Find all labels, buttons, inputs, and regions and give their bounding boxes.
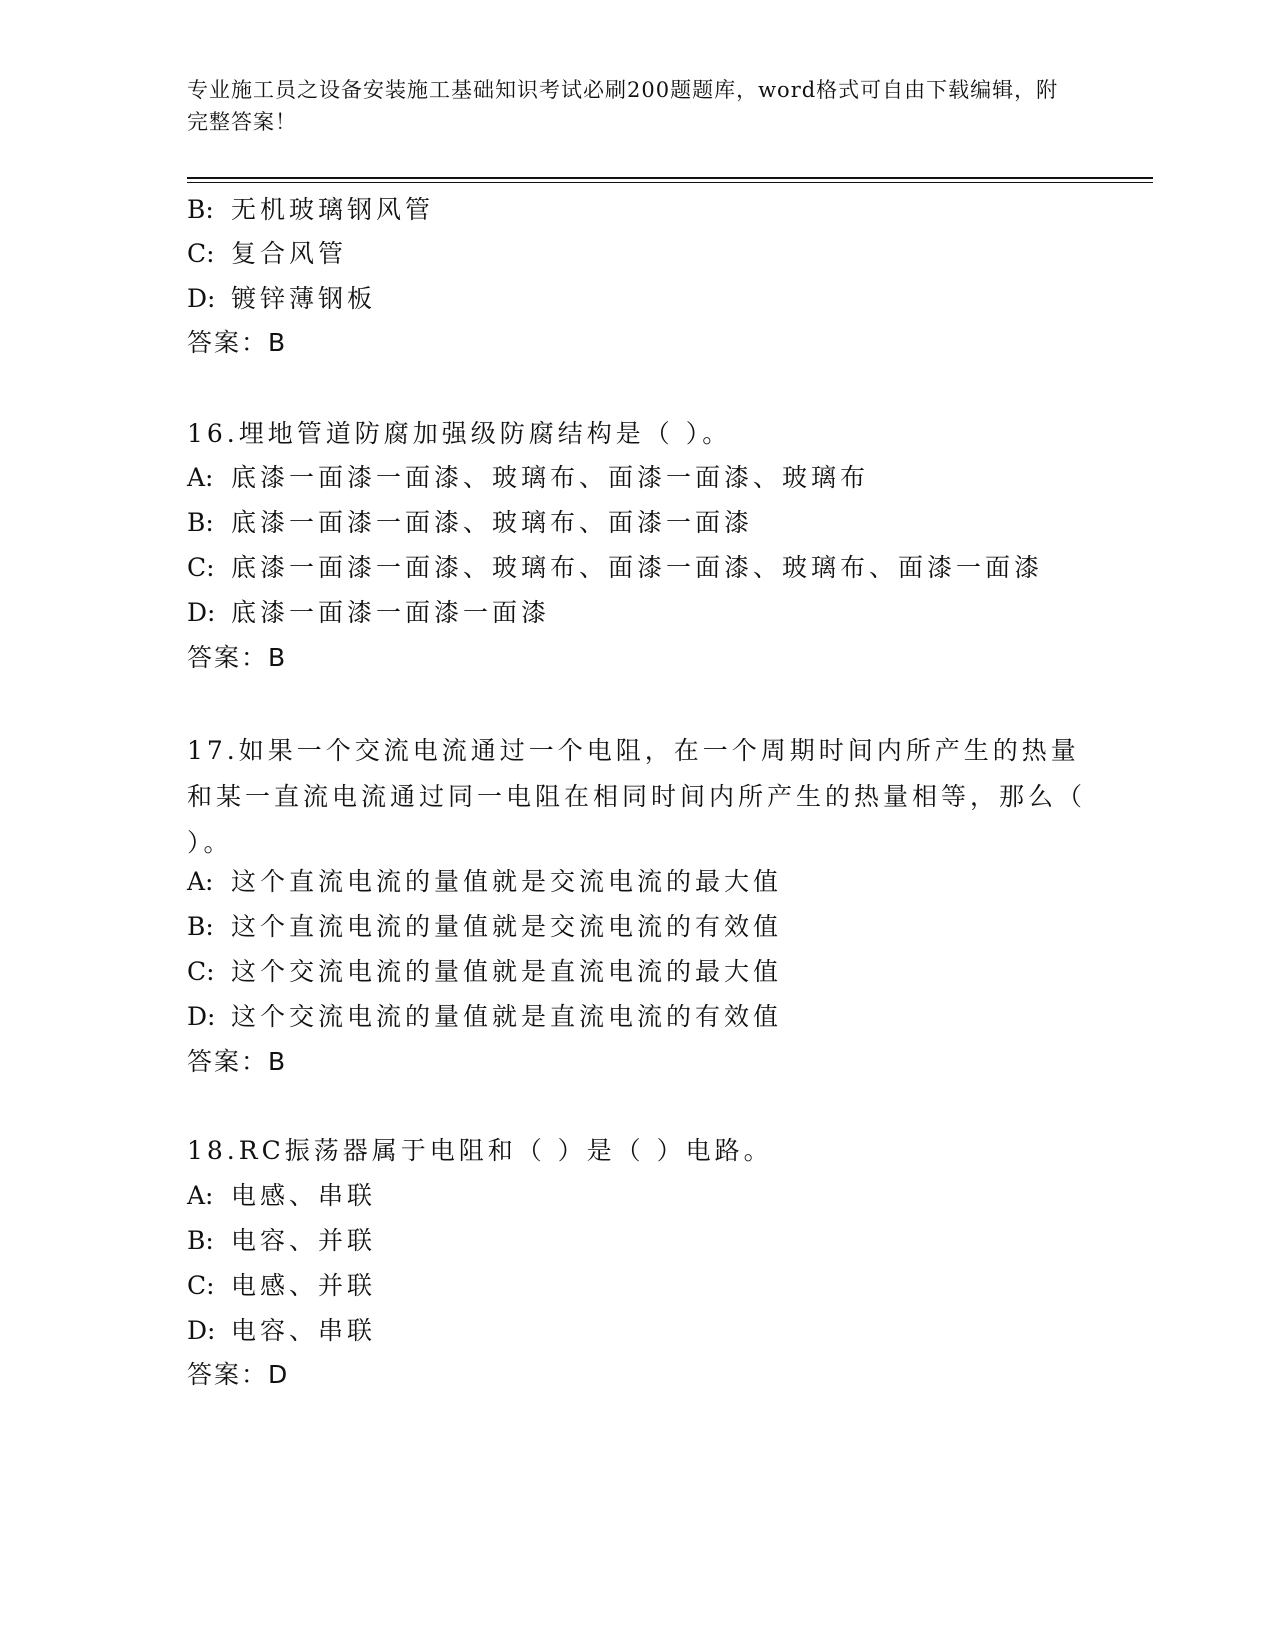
option-key: C: <box>187 957 215 986</box>
option-text: 底漆一面漆一面漆、玻璃布、面漆一面漆 <box>231 508 754 537</box>
answer-line: 答案：B <box>187 643 288 672</box>
answer-line: 答案：B <box>187 1047 288 1076</box>
header-divider-thick <box>187 177 1153 179</box>
option-text: 这个直流电流的量值就是交流电流的有效值 <box>231 912 783 941</box>
option-key: A: <box>187 463 214 492</box>
option-text: 这个交流电流的量值就是直流电流的最大值 <box>231 957 783 986</box>
answer-line: 答案：D <box>187 1360 290 1389</box>
option-text: 这个直流电流的量值就是交流电流的最大值 <box>231 867 783 896</box>
option-line <box>187 866 782 898</box>
option-key: C: <box>187 239 215 268</box>
option-line <box>187 462 869 494</box>
option-text: 底漆一面漆一面漆一面漆 <box>231 598 551 627</box>
option-key: C: <box>187 553 215 582</box>
option-text: 电感、串联 <box>231 1181 377 1210</box>
option-text: 电容、并联 <box>231 1226 377 1255</box>
option-text: 底漆一面漆一面漆、玻璃布、面漆一面漆、玻璃布 <box>231 463 870 492</box>
option-line <box>187 194 434 226</box>
option-text: 电感、并联 <box>231 1271 377 1300</box>
option-line <box>187 956 782 988</box>
option-key: D: <box>187 1316 216 1345</box>
option-line <box>187 911 782 943</box>
option-key: D: <box>187 598 216 627</box>
option-text: 无机玻璃钢风管 <box>231 195 435 224</box>
option-line <box>187 552 1043 584</box>
option-line <box>187 1225 376 1257</box>
question-stem: 17.如果一个交流电流通过一个电阻，在一个周期时间内所产生的热量和某一直流电流通过同一电阻在相同时间内所产生的热量相等，那么（ ）。 <box>187 736 1087 857</box>
option-key: B: <box>187 1226 214 1255</box>
option-line <box>187 1270 376 1302</box>
answer-line: 答案：B <box>187 328 288 357</box>
option-key: A: <box>187 1181 214 1210</box>
document-header: 专业施工员之设备安装施工基础知识考试必刷200题题库，word格式可自由下载编辑，附完整答案！ <box>187 78 1059 134</box>
option-key: B: <box>187 912 214 941</box>
option-line <box>187 1315 376 1347</box>
option-line <box>187 597 550 629</box>
option-line <box>187 1001 782 1033</box>
option-text: 这个交流电流的量值就是直流电流的有效值 <box>231 1002 783 1031</box>
question-stem: 16.埋地管道防腐加强级防腐结构是（ ）。 <box>187 419 732 448</box>
option-key: D: <box>187 1002 216 1031</box>
option-text: 电容、串联 <box>231 1316 377 1345</box>
option-key: A: <box>187 867 214 896</box>
option-line <box>187 507 753 539</box>
option-line <box>187 238 347 270</box>
question-stem: 18.RC振荡器属于电阻和（ ）是（ ）电路。 <box>187 1136 773 1165</box>
option-text: 复合风管 <box>231 239 348 268</box>
option-key: C: <box>187 1271 215 1300</box>
option-text: 底漆一面漆一面漆、玻璃布、面漆一面漆、玻璃布、面漆一面漆 <box>231 553 1044 582</box>
option-line <box>187 1180 376 1212</box>
option-key: D: <box>187 284 216 313</box>
option-text: 镀锌薄钢板 <box>231 284 377 313</box>
option-line <box>187 283 376 315</box>
option-key: B: <box>187 508 214 537</box>
header-divider-thin <box>187 182 1153 183</box>
option-key: B: <box>187 195 214 224</box>
